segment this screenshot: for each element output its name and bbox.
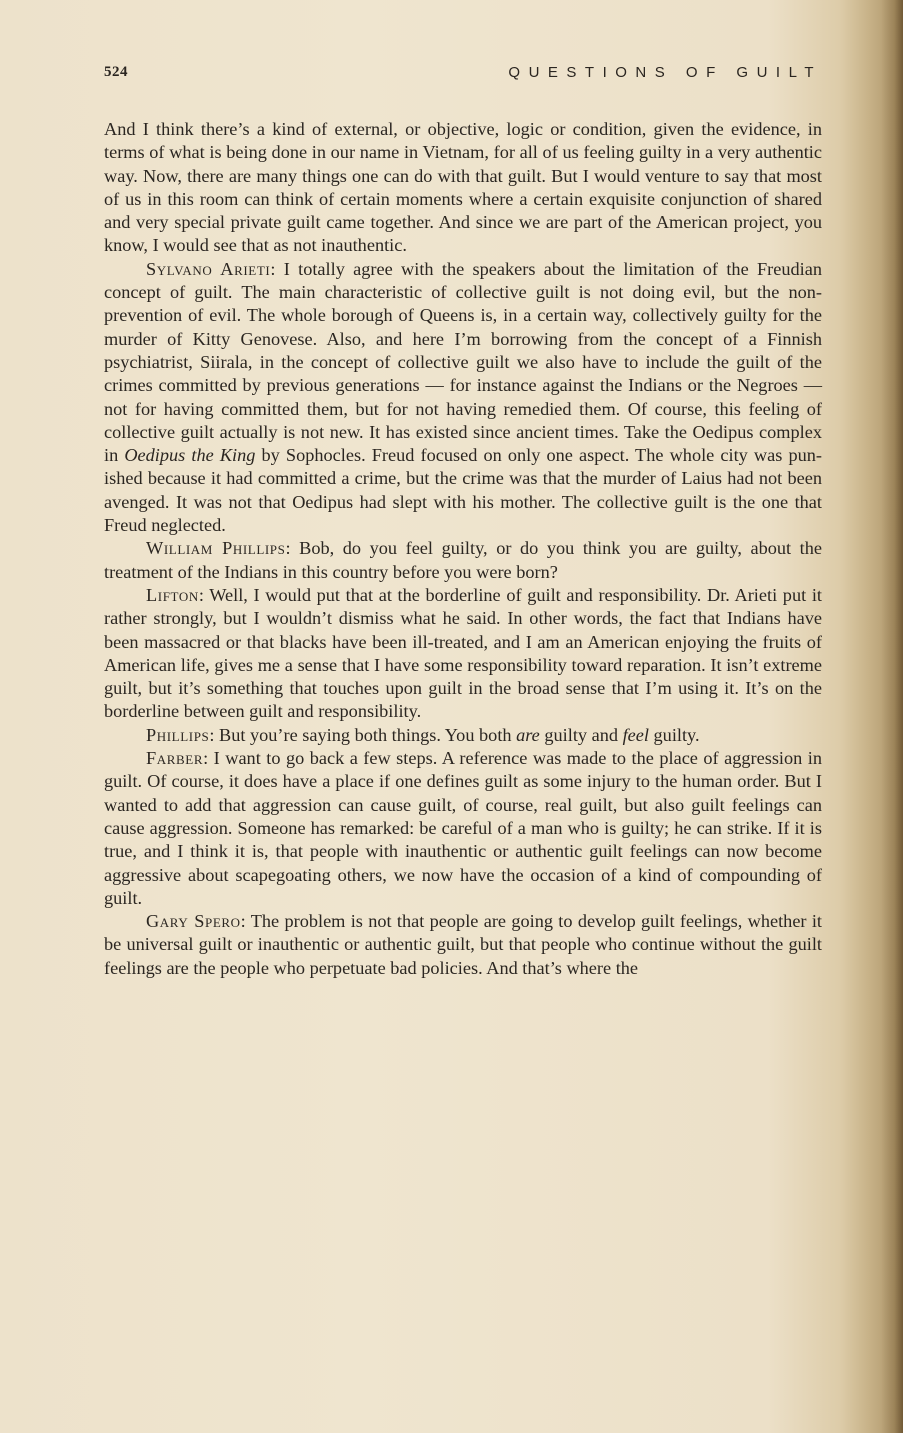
running-head: QUESTIONS OF GUILT — [508, 64, 822, 81]
paragraph — [104, 258, 822, 538]
body-text — [104, 118, 822, 980]
paragraph-text: And I think there’s a kind of external, or objective, logic or condition, given the evidence, in terms of what is being done in our name in Vietnam, for all of us feeling guilty in a very authentic way. Now, there are many things one can do with that guilt. But I would venture to say that most of us in this room can think of certain moments where a certain exquisite conjunction of shared and very special private guilt came together. And since we are part of the American project, you know, I would see that as not inauthentic. — [104, 119, 822, 256]
paragraph-text: guilty and — [539, 724, 623, 745]
page-number: 524 — [104, 64, 128, 80]
speaker-separator: : — [209, 724, 220, 745]
paragraph-text: Well, I would put that at the borderline of guilt and responsibility. Dr. Arieti put it rather strongly, but I wouldn’t dismiss what he said. In other words, the fact that Indians have been massacred or that blacks have been ill-treated, and I am an American enjoying the fruits of American life, gives me a sense that I have some responsibility toward reparation. It isn’t extreme guilt, but it’s something that touches upon guilt in the broad sense that I’m using it. It’s on the borderline between guilt and responsibility. — [104, 584, 822, 722]
speaker-name: Gary Spero — [146, 911, 241, 932]
paragraph — [104, 118, 822, 258]
paragraph — [104, 537, 822, 584]
speaker-name: Lifton — [146, 584, 199, 605]
emphasis: feel — [622, 724, 649, 745]
speaker-separator: : — [270, 258, 284, 279]
paragraph-text: I totally agree with the speakers about the limitation of the Freudian concept of guilt. The main characteristic of collective guilt is not doing evil, but the non-prevention of evil. The whole borough of Queens is, in a certain way, collectively guilty for the murder of Kitty Genovese. Also, and here I’m borrowing from the concept of a Finnish psychiatrist, Siirala, in the concept of collective guilt we also have to include the guilt of the crimes committed by previous generations — for instance against the Indians or the Negroes — not for having committed them, but for not having remedied them. Of course, this feeling of collective guilt actually is not new. It has existed since ancient times. Take the Oedipus complex in — [104, 258, 822, 466]
speaker-name: Phillips — [146, 724, 210, 745]
work-title: Oedipus the King — [124, 445, 256, 466]
emphasis: are — [516, 724, 540, 745]
speaker-name: Farber — [146, 748, 204, 769]
paragraph-text: I want to go back a few steps. A reference was made to the place of aggression in guilt. Of course, it does have a place if one defines guilt as some injury to the human order. But I wanted to add that aggression can cause guilt, of course, real guilt, but also guilt feelings can cause aggression. Someone has remarked: be careful of a man who is guilty; he can strike. If it is true, and I think it is, that people with inauthentic or authentic guilt feelings can now become aggressive about scapegoating others, we now have the occasion of a kind of compounding of guilt. — [104, 748, 822, 908]
paragraph — [104, 724, 822, 747]
speaker-name: Sylvano Arieti — [146, 258, 271, 279]
paragraph-text: The problem is not that people are going to develop guilt feelings, whether it be universal guilt or inauthentic or authentic guilt, but that people who continue without the guilt feelings are the people who perpetuate bad policies. And that’s where the — [104, 911, 822, 978]
speaker-name: William Phillips — [146, 538, 286, 559]
speaker-separator: : — [285, 538, 300, 559]
page-binding-shadow — [881, 0, 903, 1433]
paragraph-text: But you’re saying both things. You both — [219, 724, 517, 745]
paragraph-text: guilty. — [648, 724, 700, 745]
paragraph — [104, 584, 822, 724]
paragraph-text: Bob, do you feel guilty, or do you think you are guilty, about the treatment of the Indians in this country before you were born? — [104, 538, 823, 582]
speaker-separator: : — [198, 584, 210, 605]
speaker-separator: : — [203, 748, 214, 769]
speaker-separator: : — [240, 911, 251, 932]
paragraph — [104, 747, 822, 910]
page-header — [104, 64, 822, 88]
paragraph-text: by Sophocles. Freud focused on only one aspect. The whole city was punished because it had committed a crime, but the crime was that the murder of Laius had not been avenged. It was not that Oedipus had slept with his mother. The collective guilt is the one that Freud neglected. — [104, 445, 822, 536]
paragraph — [104, 910, 822, 980]
